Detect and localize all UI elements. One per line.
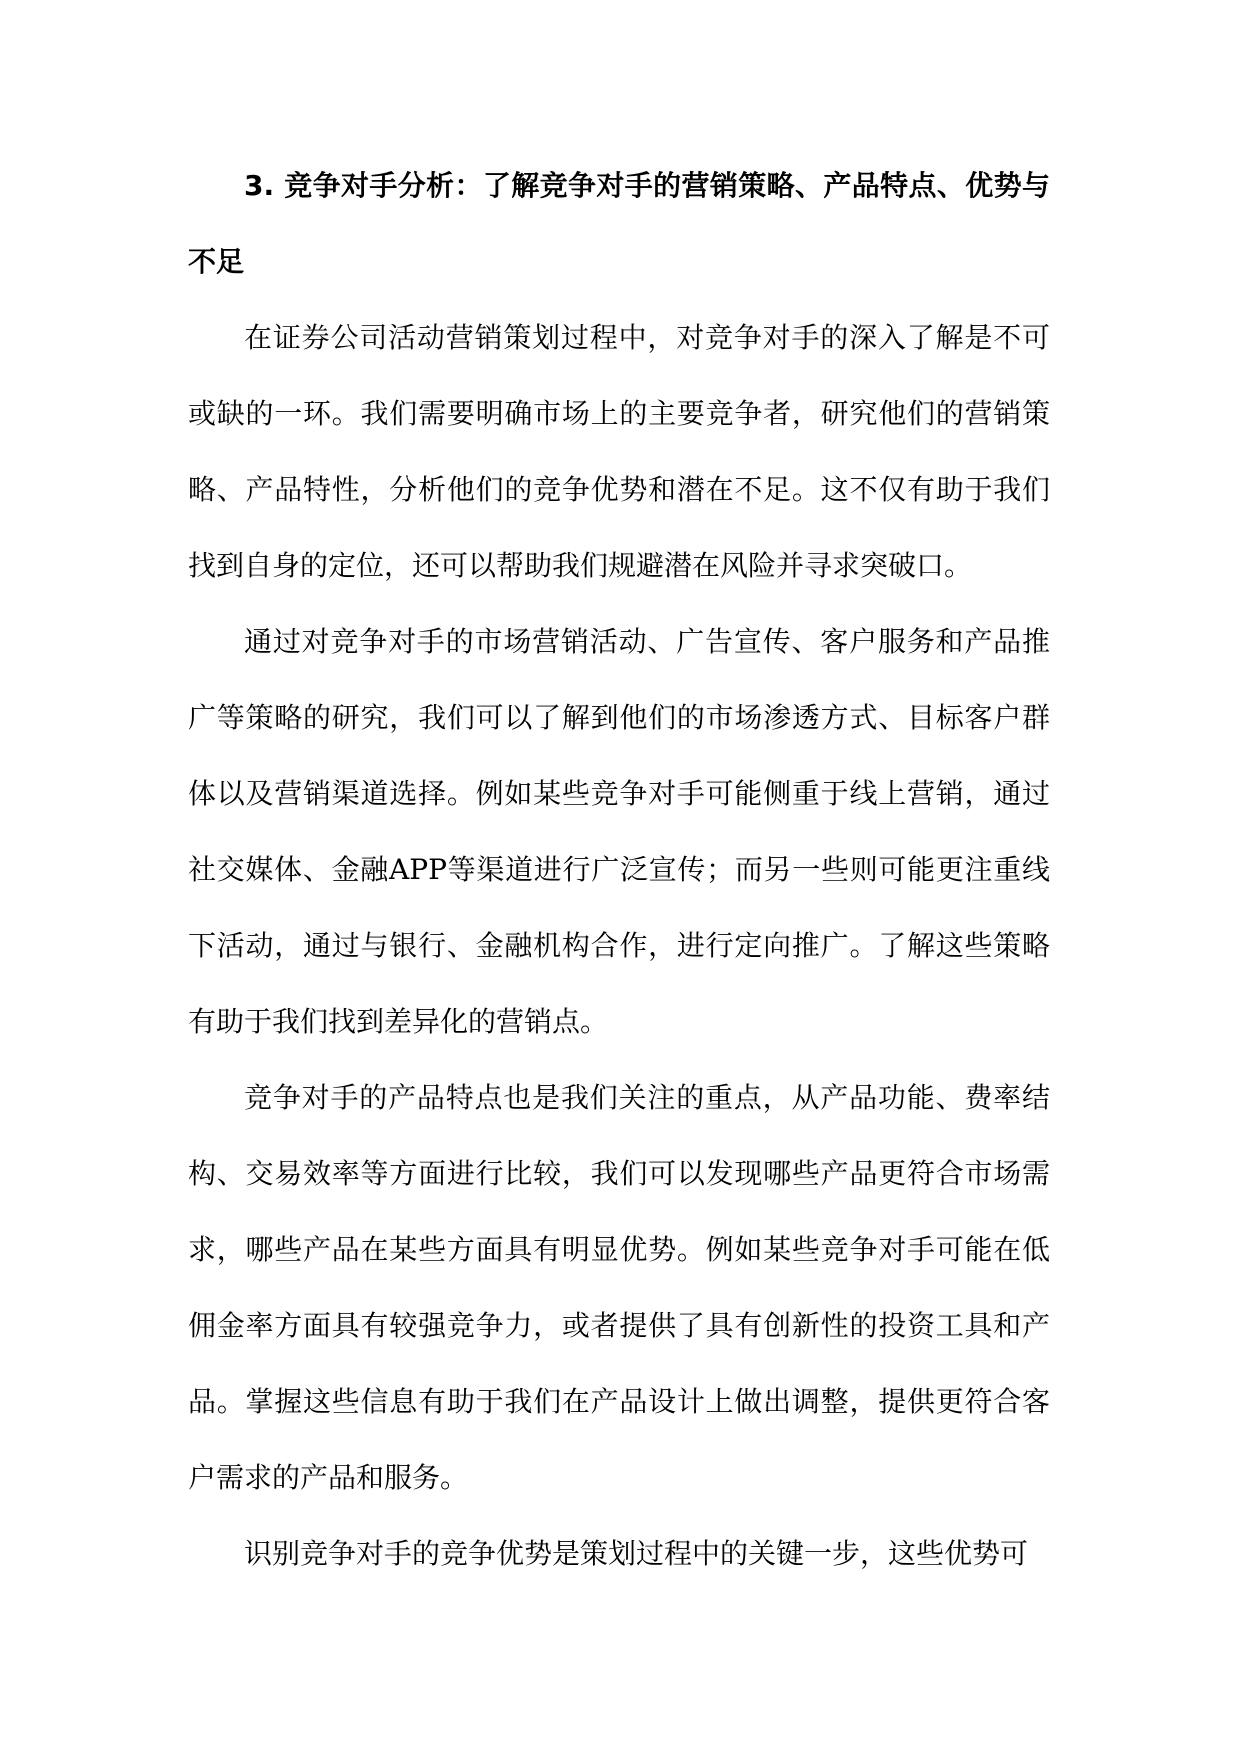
paragraph: 识别竞争对手的竞争优势是策划过程中的关键一步，这些优势可 <box>244 1537 1029 1570</box>
paragraph: 在证券公司活动营销策划过程中，对竞争对手的深入了解是不可或缺的一环。我们需要明确市场上的主要竞争者，研究他们的营销策略、产品特性，分析他们的竞争优势和潜在不足。这不仅有助于我们找到自身的定位，还可以帮助我们规避潜在风险并寻求突破口。 <box>188 321 1050 582</box>
paragraph: 通过对竞争对手的市场营销活动、广告宣传、客户服务和产品推广等策略的研究，我们可以了解到他们的市场渗透方式、目标客户群体以及营销渠道选择。例如某些竞争对手可能侧重于线上营销，通过社交媒体、金融APP等渠道进行广泛宣传；而另一些则可能更注重线下活动，通过与银行、金融机构合作，进行定向推广。了解这些策略有助于我们找到差异化的营销点。 <box>188 625 1050 1038</box>
paragraph: 竞争对手的产品特点也是我们关注的重点，从产品功能、费率结构、交易效率等方面进行比较，我们可以发现哪些产品更符合市场需求，哪些产品在某些方面具有明显优势。例如某些竞争对手可能在低佣金率方面具有较强竞争力，或者提供了具有创新性的投资工具和产品。掌握这些信息有助于我们在产品设计上做出调整，提供更符合客户需求的产品和服务。 <box>188 1081 1050 1494</box>
section-heading: 3. 竞争对手分析：了解竞争对手的营销策略、产品特点、优势与不足 <box>188 169 1050 278</box>
document-body <box>188 148 1050 1592</box>
